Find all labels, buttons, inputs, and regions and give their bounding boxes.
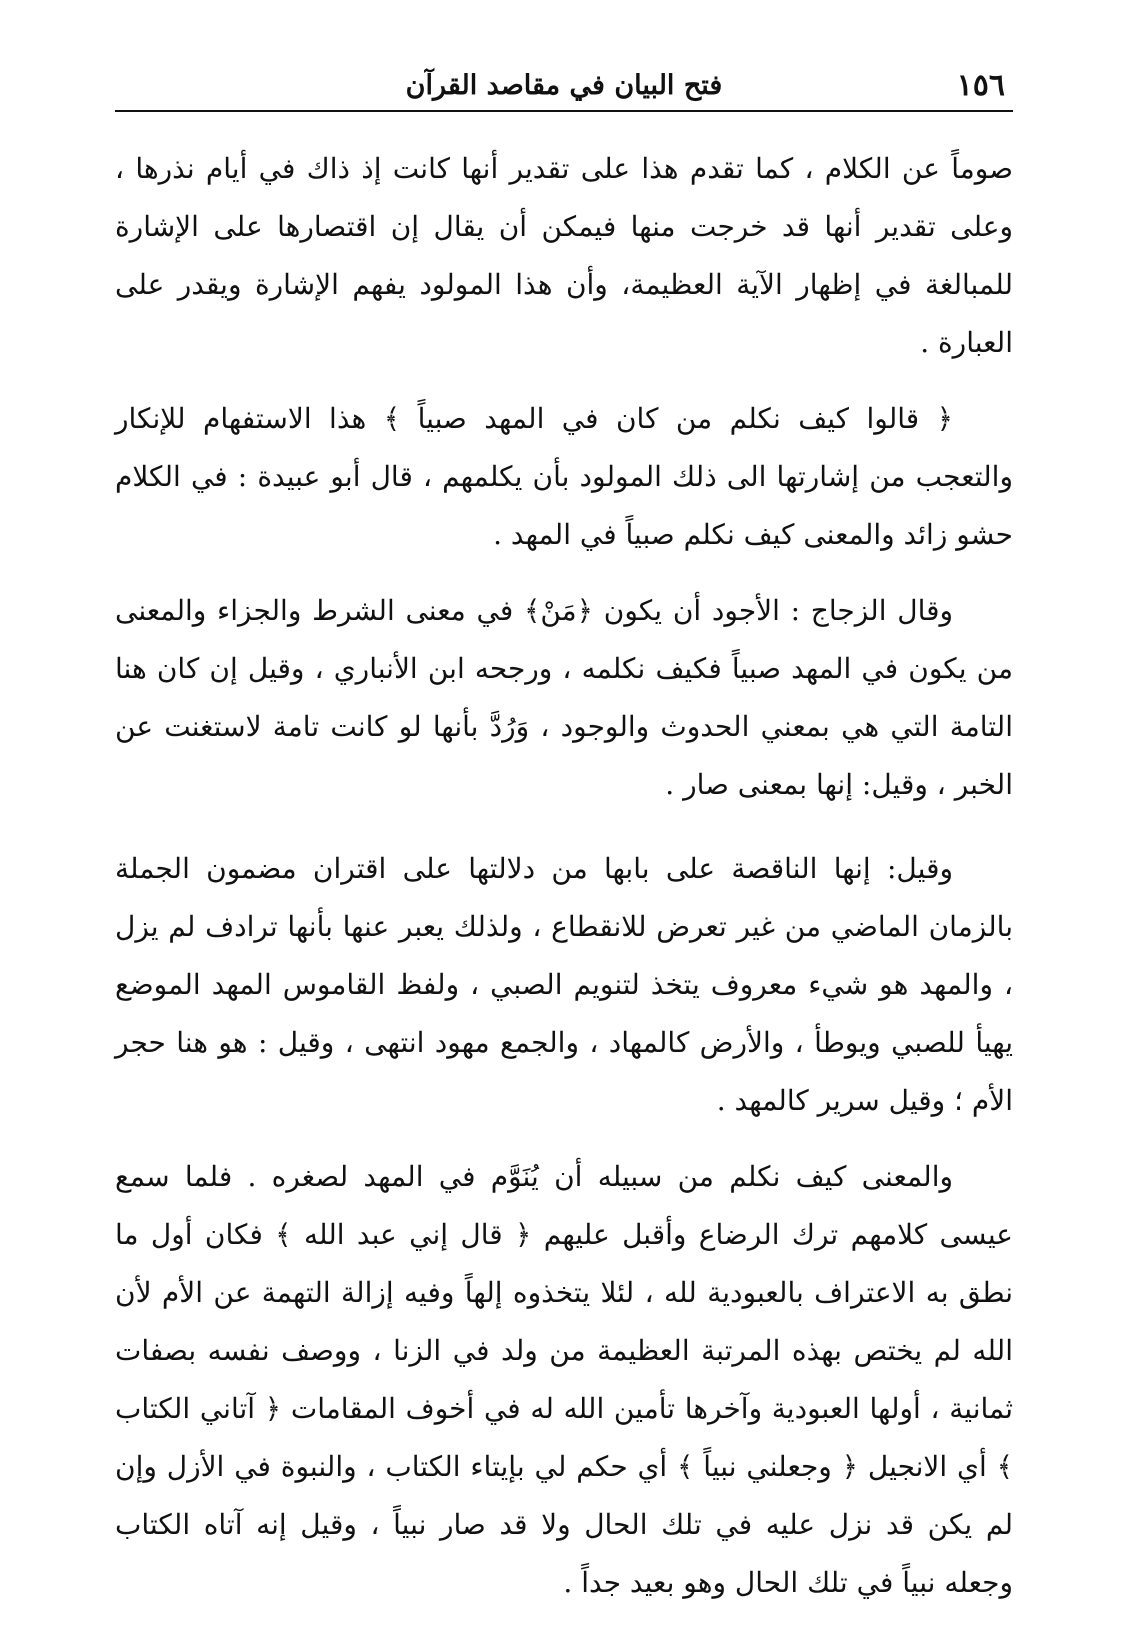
body-text [115,140,1013,1630]
page-number: ١٥٦ [956,68,1005,103]
paragraph-3: وقال الزجاج : الأجود أن يكون ﴿مَنْ﴾ في معنى الشرط والجزاء والمعنى من يكون في المهد صبياً فكيف نكلمه ، ورجحه ابن الأنباري ، وقيل إن كان هنا التامة التي هي بمعني الحدوث والوجود ، وَرُدَّ بأنها لو كانت تامة لاستغنت عن الخبر ، وقيل: إنها بمعنى صار . [115,594,1013,801]
paragraph-5: والمعنى كيف نكلم من سبيله أن يُنَوَّم في المهد لصغره . فلما سمع عيسى كلامهم ترك الرضاع وأقبل عليهم ﴿ قال إني عبد الله ﴾ فكان أول ما نطق به الاعتراف بالعبودية لله ، لئلا يتخذوه إلهاً وفيه إزالة التهمة عن الأم لأن الله لم يختص بهذه المرتبة العظيمة من ولد في الزنا ، ووصف نفسه بصفات ثمانية ، أولها العبودية وآخرها تأمين الله له في أخوف المقامات ﴿ آتاني الكتاب ﴾ أي الانجيل ﴿ وجعلني نبياً ﴾ أي حكم لي بإيتاء الكتاب ، والنبوة في الأزل وإن لم يكن قد نزل عليه في تلك الحال ولا قد صار نبياً ، وقيل إنه آتاه الكتاب وجعله نبياً في تلك الحال وهو بعيد جداً . [115,1160,1013,1599]
paragraph-1: صوماً عن الكلام ، كما تقدم هذا على تقدير أنها كانت إذ ذاك في أيام نذرها ، وعلى تقدير أنها قد خرجت منها فيمكن أن يقال إن اقتصارها على الإشارة للمبالغة في إظهار الآية العظيمة، وأن هذا المولود يفهم الإشارة ويقدر على العبارة . [115,152,1013,359]
running-title: فتح البيان في مقاصد القرآن [405,70,723,101]
paragraph-4: وقيل: إنها الناقصة على بابها من دلالتها على اقتران مضمون الجملة بالزمان الماضي من غير تعرض للانقطاع ، ولذلك يعبر عنها بأنها ترادف لم يزل ، والمهد هو شيء معروف يتخذ لتنويم الصبي ، ولفظ القاموس المهد الموضع يهيأ للصبي ويوطأ ، والأرض كالمهاد ، والجمع مهود انتهى ، وقيل : هو هنا حجر الأم ؛ وقيل سرير كالمهد . [115,852,1013,1117]
page-header [115,62,1013,112]
paragraph-2: ﴿ قالوا كيف نكلم من كان في المهد صبياً ﴾ هذا الاستفهام للإنكار والتعجب من إشارتها الى ذلك المولود بأن يكلمهم ، قال أبو عبيدة : في الكلام حشو زائد والمعنى كيف نكلم صبياً في المهد . [115,402,1013,551]
